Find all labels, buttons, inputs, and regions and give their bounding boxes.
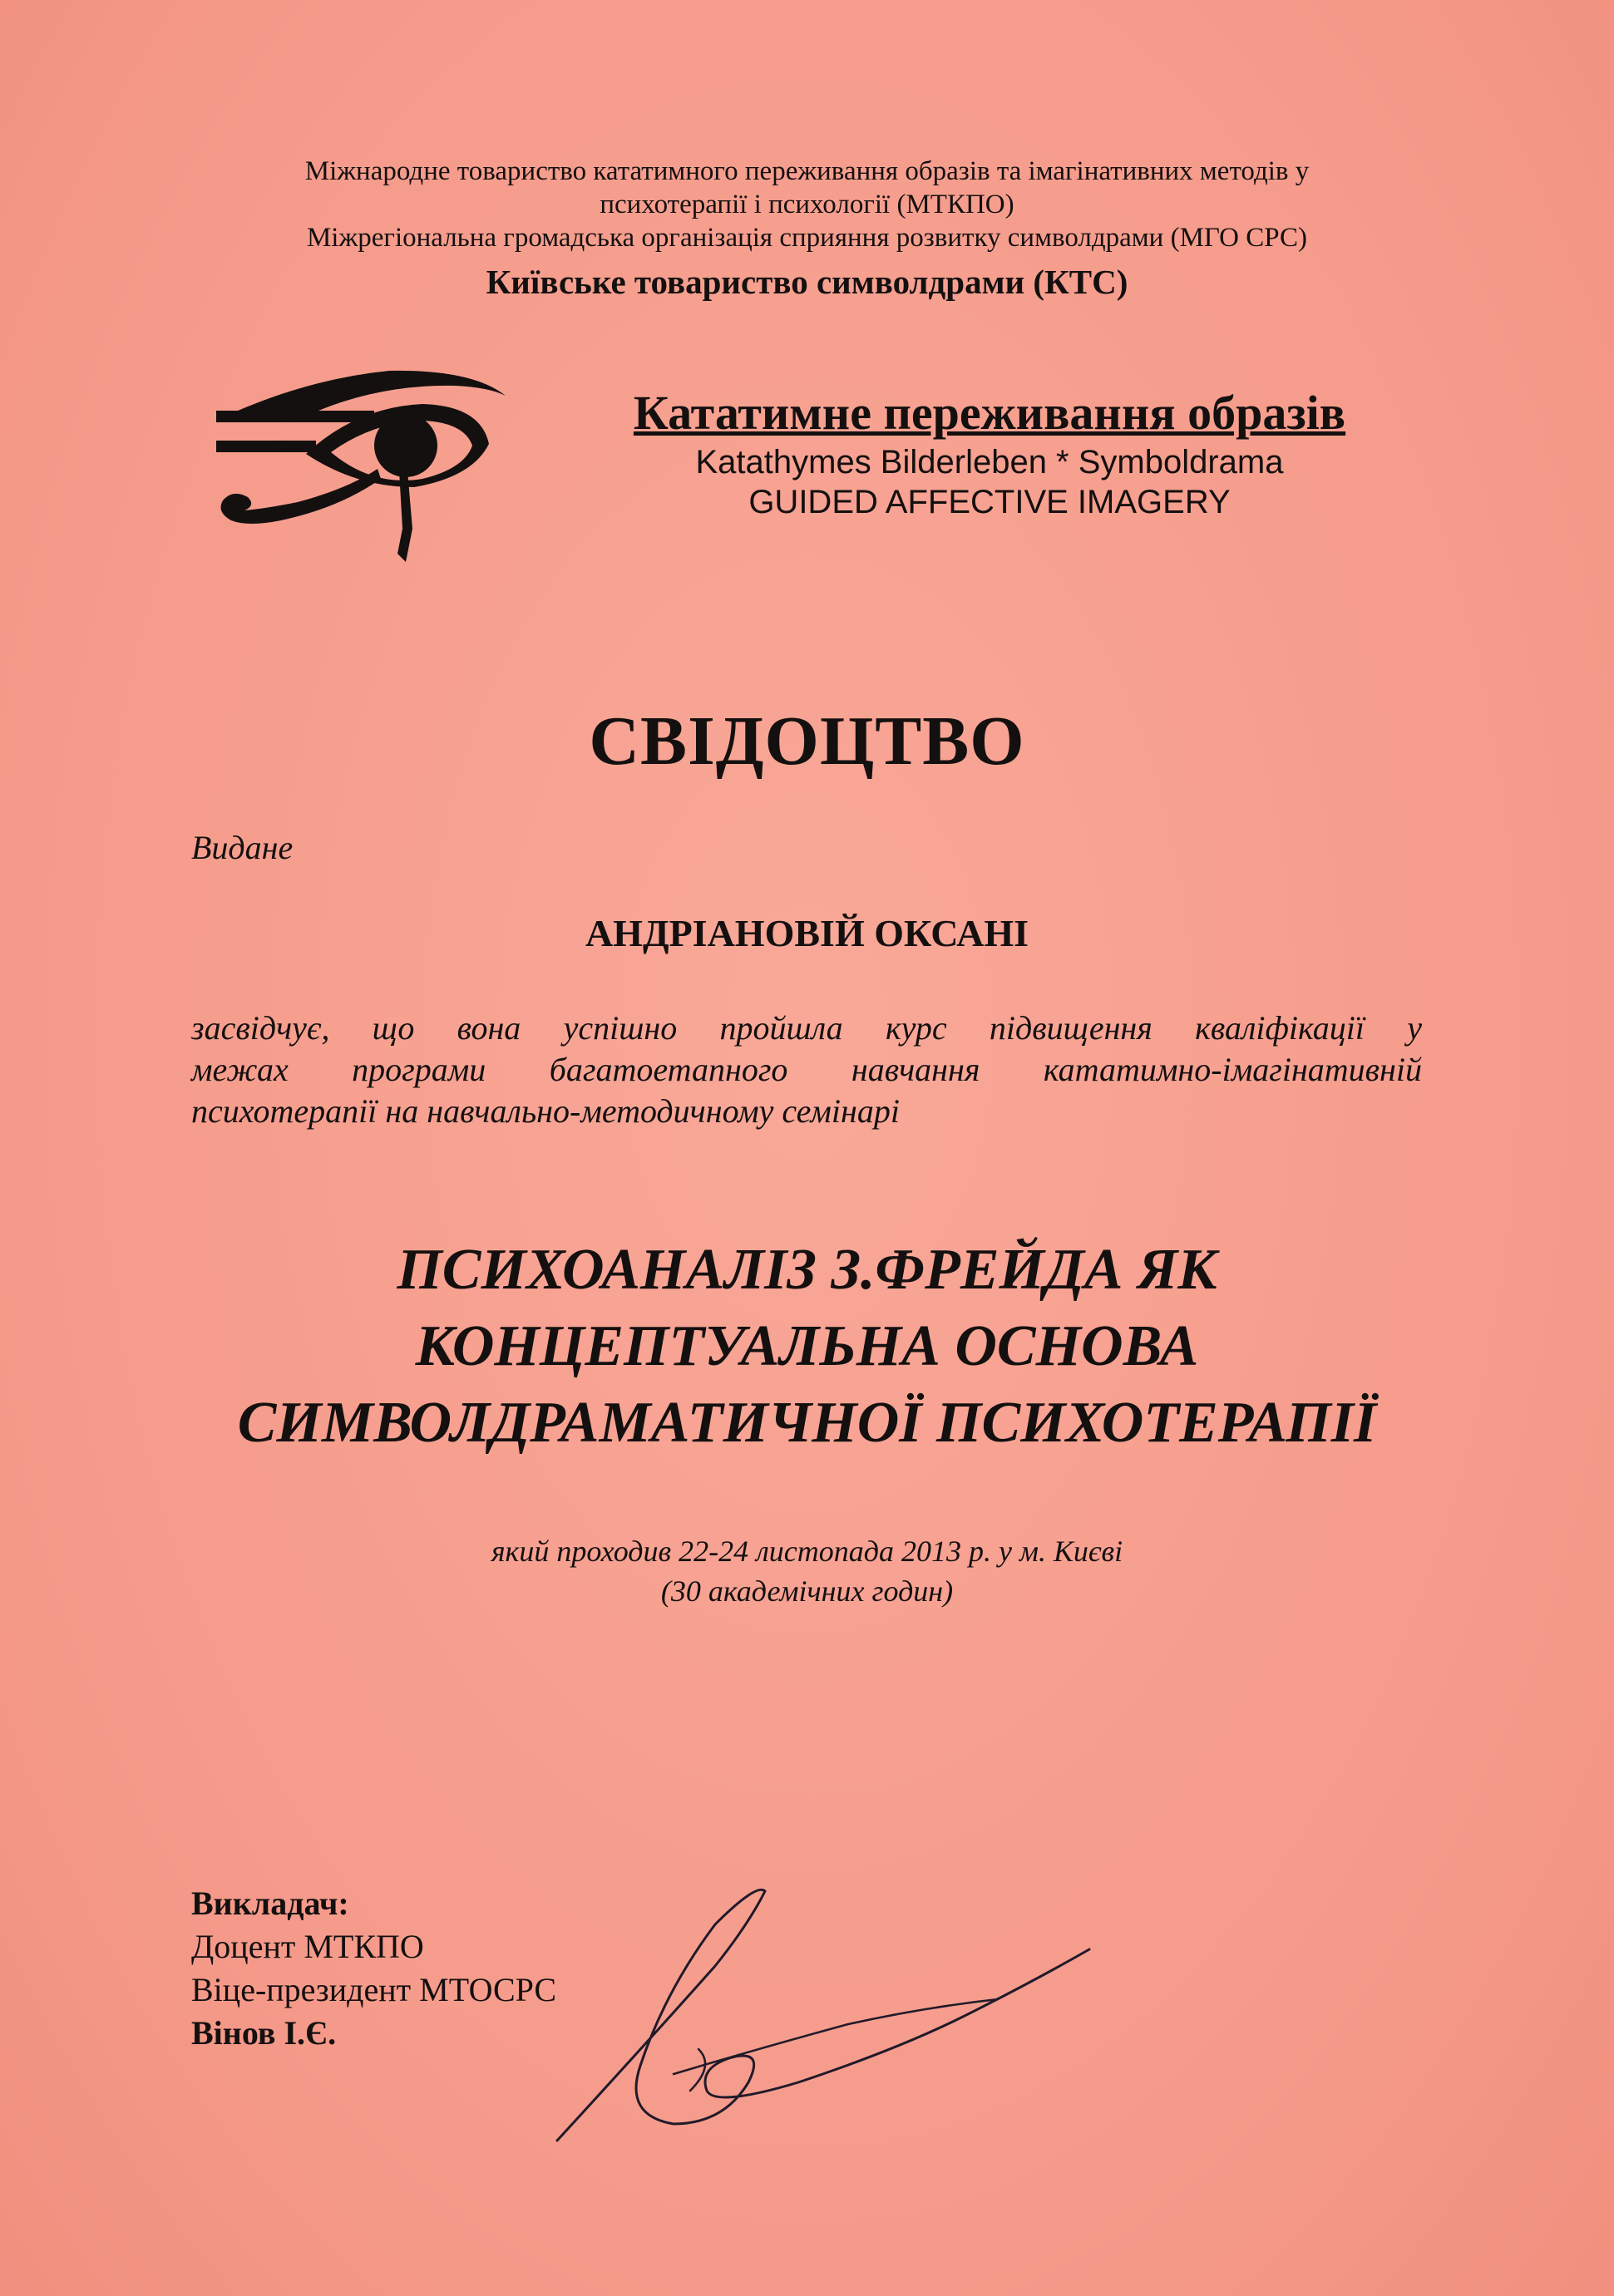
- teacher-position-2: Віце-президент МТОСРС: [191, 1971, 557, 2008]
- org-header-international: [0, 155, 1614, 221]
- course-line-2: КОНЦЕПТУАЛЬНА ОСНОВА: [415, 1314, 1199, 1378]
- issued-label: Видане: [191, 829, 294, 866]
- course-line-3: СИМВОЛДРАМАТИЧНОЇ ПСИХОТЕРАПІЇ: [237, 1391, 1377, 1455]
- confirm-line-1: засвідчує, що вона успішно пройшла курс підвищення кваліфікації у: [191, 1009, 1422, 1047]
- confirm-line-2: межах програми багатоетапного навчання кататимно-імагінативній: [191, 1051, 1422, 1088]
- org-header-interregional: [0, 221, 1614, 254]
- recipient-name: АНДРІАНОВІЙ ОКСАНІ: [585, 912, 1029, 954]
- seminar-dates: [0, 1531, 1614, 1611]
- teacher-label: Викладач:: [191, 1885, 349, 1922]
- org-line-4: Київське товариство символдрами (КТС): [486, 263, 1128, 301]
- dates-line-1: який проходив 22-24 листопада 2013 р. у м. Києві: [491, 1535, 1123, 1568]
- brand-block: [532, 384, 1447, 522]
- course-title: [0, 1232, 1614, 1461]
- brand-subtitle-english: GUIDED AFFECTIVE IMAGERY: [748, 484, 1231, 520]
- course-line-1: ПСИХОАНАЛІЗ З.ФРЕЙДА ЯК: [397, 1238, 1217, 1302]
- teacher-block: [191, 1882, 556, 2055]
- org-line-1: Міжнародне товариство кататимного переживання образів та імагінативних методів у: [304, 156, 1310, 186]
- dates-line-2: (30 академічних годин): [660, 1574, 954, 1608]
- confirm-line-3: психотерапії на навчально-методичному семінарі: [191, 1092, 900, 1130]
- brand-title: Кататимне переживання образів: [633, 386, 1346, 440]
- confirmation-text: [191, 1008, 1422, 1132]
- org-line-2: психотерапії і психології (МТКПО): [600, 190, 1014, 219]
- teacher-position-1: Доцент МТКПО: [191, 1928, 424, 1965]
- signature-icon: [549, 1875, 1114, 2157]
- brand-subtitle-german: Katathymes Bilderleben * Symboldrama: [695, 444, 1284, 480]
- org-line-3: Міжрегіональна громадська організація сприяння розвитку символдрами (МГО СРС): [306, 223, 1308, 253]
- org-header-kyiv: [0, 261, 1614, 303]
- eye-of-horus-icon: [215, 362, 514, 562]
- teacher-name: Вінов І.Є.: [191, 2014, 337, 2052]
- certificate-title: СВІДОЦТВО: [589, 702, 1025, 780]
